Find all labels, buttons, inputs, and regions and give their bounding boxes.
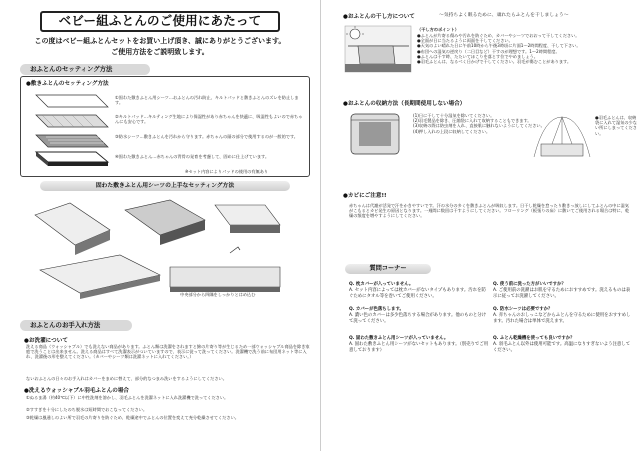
answer: A. 赤ちゃんのおしっこなどからふとんを守るために使用をおすすめします。汚れた場合は単体で洗えます。 [493, 313, 631, 324]
answer: A. ご使用前の洗濯はお肌を守るためにおすすめです。洗えるものは表示に従ってお洗濯してください。 [493, 288, 631, 299]
storage-step: (4)押し入れの上段に収納してください。 [413, 128, 491, 134]
question: Q. 使う前に洗った方がいいですか？ [493, 282, 566, 287]
drying-point: ●天気のよい晴れた日に午前10時から午後3時頃に片面1～2時間程度、干して下さい。 [417, 43, 581, 49]
drying-points-list [417, 33, 632, 64]
setting-subtitle: ●敷きふとんのセッティング方法 [26, 81, 109, 87]
drying-point: ●全面が日に当たるように両面を干してください。 [417, 38, 513, 44]
drying-title: ●おふとんの干し方について [343, 14, 415, 20]
care-tab: おふとんのお手入れ方法 [20, 320, 132, 331]
wash-title: ●お洗濯について [24, 338, 68, 344]
compression-bag-illustration [345, 110, 405, 158]
qa-item [493, 306, 633, 324]
question: Q. ふとん乾燥機を使っても良いですか？ [493, 336, 575, 341]
qa-item [349, 335, 489, 353]
intro-line-2: ご使用方法をご説明致します。 [111, 48, 209, 56]
drying-illustration [343, 24, 413, 74]
layer-text-1: ①固わた敷きふとん用シーツ…おふとんの汚れ防止、キルトパッドと敷きふとんのズレを防止します。 [115, 95, 299, 106]
wash-text-2: ないおふとんの日々のお手入れはカバーをまめに替えて、部分的なつまみ洗いをするようにしてください。 [26, 376, 227, 381]
intro-text [10, 36, 310, 58]
storage-step: (3)収納の際は防虫剤を入れ、直接肌に触れないようにしてください。 [413, 123, 545, 129]
feather-step-2: ②すすぎを十分にしたのち脱水は短時間でおこなってください。 [26, 407, 148, 412]
question: Q. 固わた敷きふとん用シーツが入っていません。 [349, 336, 449, 341]
layer-text-2: ②キルトパッド…キルティング生地により保湿性があり赤ちゃんを快適に、吸湿性もよいので赤ちゃんにも安心です。 [115, 114, 303, 125]
drying-tagline: ～気持ちよく眠るために、頑れたらふとんを干しましょう～ [439, 13, 569, 18]
feather-title: ●洗えるウォッシャブル羽毛ふとんの場合 [24, 388, 130, 394]
sheet-setting-band: 固わた敷きふとん用シーツの上手なセッティング方法 [40, 181, 290, 191]
closet-illustration [529, 112, 595, 162]
answer: A. 濃い色のカバーは多少色落ちする場合があります。他のものと分けて洗ってください。 [349, 313, 487, 324]
storage-step: (1)日に干して十分湿気を除いてください。 [413, 113, 495, 118]
right-page [320, 0, 640, 451]
sheet-setting-diagram [30, 195, 300, 305]
feather-step-3: ③乾燥は風通しのよい所で羽毛の片寄りを防ぐため、乾燥途中でふとんの位置を変えて充分乾燥させてください。 [26, 415, 239, 420]
layer-illustration [26, 90, 111, 170]
question: Q. 枕カバーが入っていません。 [349, 282, 414, 287]
storage-note: ●羽毛ふとんは、収納袋に入れて湿気の少ない所にしまってください。 [595, 115, 637, 136]
page-title: ベビー組ふとんのご使用にあたって [40, 11, 280, 32]
drying-points-title: （干し方のポイント） [417, 27, 459, 32]
answer: A. 固わた敷きふとん用シーツがないセットもあります。（別売りでご用意しております） [349, 342, 489, 353]
mold-title: ●カビにご注意!! [343, 193, 387, 199]
storage-title: ●おふとんの収納方法（長期間使用しない場合） [343, 101, 466, 107]
drying-point: ●ふとんは干す時、たたいてほこりを落とす位でやめましょう。 [417, 53, 538, 59]
qa-item [349, 306, 489, 324]
setting-footnote: ※セット内容によりパッドの使用の有無あり [185, 169, 269, 174]
mold-text: 赤ちゃんは代謝が活発で汗をかきやすいです。汗の水分の多くを敷きふとんが吸収します。日干し乾燥を怠ったり敷きっ放しにしてふとんの中に湿気がこもるとカビ発生の原因となります。一週間に数回は干すようにしてください。フローリング（板張りの床）に敷いてご使用される場合は特に、乾燥の頻度を増やすようにしてください。 [349, 203, 630, 219]
storage-step: (2)羽毛製品を除き、圧縮袋に入れて収納することもできます。 [413, 118, 532, 124]
setting-tab: おふとんのセッティング方法 [20, 64, 150, 75]
qa-item [493, 281, 633, 299]
intro-line-1: この度はベビー組ふとんセットをお買い上げ頂き、誠にありがとうございます。 [34, 37, 286, 45]
answer: A. 羽毛ふとん以外は使用可能です。高温になりすぎないよう注意してください。 [493, 342, 631, 353]
feather-step-1: ①ぬるま湯（約40℃以下）に中性洗剤を溶かし、羽毛ふとんを洗濯ネットに入れ洗濯機で洗ってください。 [26, 395, 229, 400]
layer-text-3: ③防水シーツ…敷きふとんを汚れから守ります。赤ちゃんの頭の部分で使用するのが一般的です。 [115, 134, 298, 139]
question: Q. 防水シーツは必要ですか？ [493, 307, 553, 312]
sheet-layer [36, 95, 108, 107]
qa-title: 質問コーナー [345, 264, 431, 274]
wash-text: 洗える商品（ウォッシャブル）でも洗えない商品があります。ふとん類は洗濯をされますと綿の片寄り等が生じるため一部ウォッシャブル商品を除き家庭で洗うことは出来ません。洗える商品はすべて洗濯表示がついていますので、表示に従って洗ってください。洗濯機で洗う前に布団用ネット等に入れ、洗濯後の形を整えてください。（カバーやシーツ類は洗濯ネットに入れてください。） [26, 344, 310, 360]
layer-text-4: ④固わた敷きふとん…赤ちゃんの背骨の発育を考慮して、固めに仕上げています。 [115, 154, 270, 159]
qa-item [349, 281, 489, 299]
drying-point: ●布団への湿気の逆戻り（二日目など）干すのが理想です。1～2時間程度。 [417, 48, 560, 54]
drying-point: ●羽毛ふとんは、なるべく日かげで干してください。羽毛が傷むことがあります。 [417, 59, 572, 65]
answer: A. セット内容によっては枕カバーがないタイプもあります。汚れを防ぐためにタオル等を巻いてご使用ください。 [349, 288, 486, 299]
drying-point: ●ふとんが片寄る傷みや汚れを防ぐため、カバーやシーツでおおって干してください。 [417, 33, 580, 38]
mattress-layer [36, 152, 108, 162]
diagram-caption: 中央部分から四隅をしっかりとはめ込む [180, 292, 256, 297]
question: Q. カバーが色落ちします。 [349, 307, 404, 312]
qa-item [493, 335, 633, 353]
